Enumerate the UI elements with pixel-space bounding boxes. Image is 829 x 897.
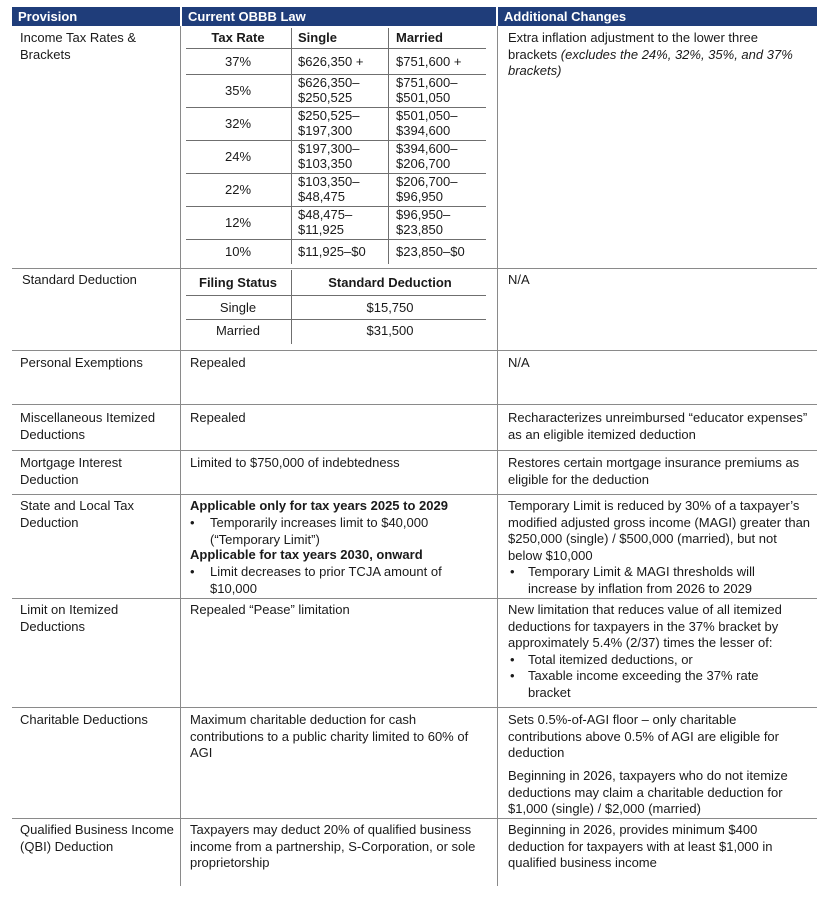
col-header-tax-rate: Tax Rate [211,30,265,45]
bracket-single: $250,525 [298,90,353,105]
additional-qbi: Beginning in 2026, provides minimum $400 deduction for taxpayers with at least $1,000 in qualified business income [508,822,773,870]
salt-bullet: Temporarily increases limit to $40,000 (“Temporary Limit”) [210,515,429,547]
col-header-filing-status: Filing Status [199,275,277,290]
table-divider [388,28,389,264]
bracket-married: $206,700 [396,156,451,171]
bullet-icon: • [190,564,195,579]
provision-salt: State and Local Tax Deduction [20,498,134,530]
bracket-single: $197,300– [298,141,360,156]
row-divider [12,350,817,351]
bracket-single: $103,350 [298,156,353,171]
additional-personal-exemptions: N/A [508,355,530,370]
header-additional-changes: Additional Changes [498,7,817,26]
additional-salt: Temporary Limit is reduced by 30% of a taxpayer’s modified adjusted gross income (MAGI) greater than $250,000 (single) / $500,000 (married), but not below $10,000 [508,498,811,563]
bullet-icon: • [510,564,515,579]
bullet-icon: • [510,652,515,667]
additional-salt-bullet: Temporary Limit & MAGI thresholds will increase by inflation from 2026 to 2029 [528,564,755,596]
additional-itemized-bullet: Taxable income exceeding the 37% rate bracket [528,668,759,700]
bracket-single: $11,925–$0 [298,244,366,259]
current-misc-itemized: Repealed [190,410,246,425]
current-qbi: Taxpayers may deduct 20% of qualified business income from a partnership, S-Corporation, or sole proprietorship [190,822,476,870]
provision-standard-deduction: Standard Deduction [22,272,137,287]
additional-misc-itemized: Recharacterizes unreimbursed “educator expenses” as an eligible itemized deduction [508,410,808,442]
additional-charitable-2026: Beginning in 2026, taxpayers who do not itemize deductions may claim a charitable deduction for $1,000 (single) / $2,000 (married) [508,768,788,816]
bracket-married: $206,700– [396,174,458,189]
salt-period-heading: Applicable only for tax years 2025 to 2029 [190,498,448,513]
bracket-rate: 32% [224,116,252,131]
filing-status: Single [219,300,257,315]
bracket-single: $11,925 [298,222,345,237]
table-row-line [186,319,486,320]
row-divider [12,404,817,405]
current-itemized-limit: Repealed “Pease” limitation [190,602,350,617]
bracket-rate: 24% [224,149,252,164]
bracket-married: $96,950 [396,189,443,204]
header-current-law: Current OBBB Law [182,7,496,26]
filing-status: Married [215,323,261,338]
table-row-line [186,48,486,49]
bracket-single: $48,475– [298,207,353,222]
bracket-married: $394,600 [396,123,451,138]
col-header-standard-deduction: Standard Deduction [328,275,452,290]
provision-income-tax: Income Tax Rates & Brackets [20,30,137,62]
additional-itemized-bullet: Total itemized deductions, or [528,652,693,667]
deduction-amount: $31,500 [366,323,414,338]
bracket-rate: 22% [224,182,252,197]
deduction-amount: $15,750 [366,300,414,315]
row-divider [12,818,817,819]
additional-itemized-limit: New limitation that reduces value of all itemized deductions for taxpayers in the 37% bracket by approximately 5.4% (2/37) times the lesser of: [508,602,782,650]
bracket-married: $394,600– [396,141,458,156]
bracket-rate: 35% [224,83,252,98]
bullet-icon: • [510,668,515,683]
provision-charitable: Charitable Deductions [20,712,148,727]
provision-personal-exemptions: Personal Exemptions [20,355,143,370]
additional-income-tax [508,30,808,80]
bracket-married: $751,600– [396,75,458,90]
provision-itemized-limit: Limit on Itemized Deductions [20,602,119,634]
bracket-single: $626,350– [298,75,360,90]
col-header-single: Single [298,30,338,45]
row-divider [12,494,817,495]
provision-misc-itemized: Miscellaneous Itemized Deductions [20,410,156,442]
bracket-single: $250,525– [298,108,360,123]
additional-mortgage-interest: Restores certain mortgage insurance premiums as eligible for the deduction [508,455,800,487]
salt-bullet: Limit decreases to prior TCJA amount of $10,000 [210,564,442,596]
bullet-icon: • [190,515,195,530]
bracket-married: $501,050– [396,108,458,123]
table-row-line [186,239,486,240]
table-row-line [186,295,486,296]
bracket-rate: 10% [224,244,252,259]
bracket-single: $48,475 [298,189,345,204]
table-divider [291,28,292,264]
current-personal-exemptions: Repealed [190,355,246,370]
current-charitable: Maximum charitable deduction for cash contributions to a public charity limited to 60% of AGI [190,712,469,760]
salt-period-heading: Applicable for tax years 2030, onward [190,547,423,562]
header-provision: Provision [12,7,180,26]
table-divider [291,270,292,344]
bracket-married: $23,850 [396,222,443,237]
bracket-single: $626,350 + [298,54,364,69]
bracket-single: $197,300 [298,123,353,138]
row-divider [12,707,817,708]
additional-standard-deduction: N/A [508,272,530,287]
provision-qbi: Qualified Business Income (QBI) Deduction [20,822,174,854]
bracket-married: $501,050 [396,90,451,105]
additional-income-tax-text: Extra inflation adjustment to the lower three brackets [508,30,759,62]
bracket-rate: 37% [224,54,252,69]
bracket-married: $96,950– [396,207,451,222]
additional-income-tax-note: (excludes the 24%, 32%, 35%, and 37% brackets) [508,46,793,78]
col-header-married: Married [396,30,443,45]
row-divider [12,268,817,269]
bracket-rate: 12% [224,215,252,230]
current-mortgage-interest: Limited to $750,000 of indebtedness [190,455,400,470]
bracket-married: $23,850–$0 [396,244,465,259]
column-divider [180,26,181,886]
provision-mortgage-interest: Mortgage Interest Deduction [20,455,122,487]
row-divider [12,598,817,599]
bracket-single: $103,350– [298,174,360,189]
bracket-married: $751,600 + [396,54,462,69]
additional-charitable: Sets 0.5%-of-AGI floor – only charitable contributions above 0.5% of AGI are eligible for deduction [508,712,779,760]
column-divider [497,26,498,886]
row-divider [12,450,817,451]
